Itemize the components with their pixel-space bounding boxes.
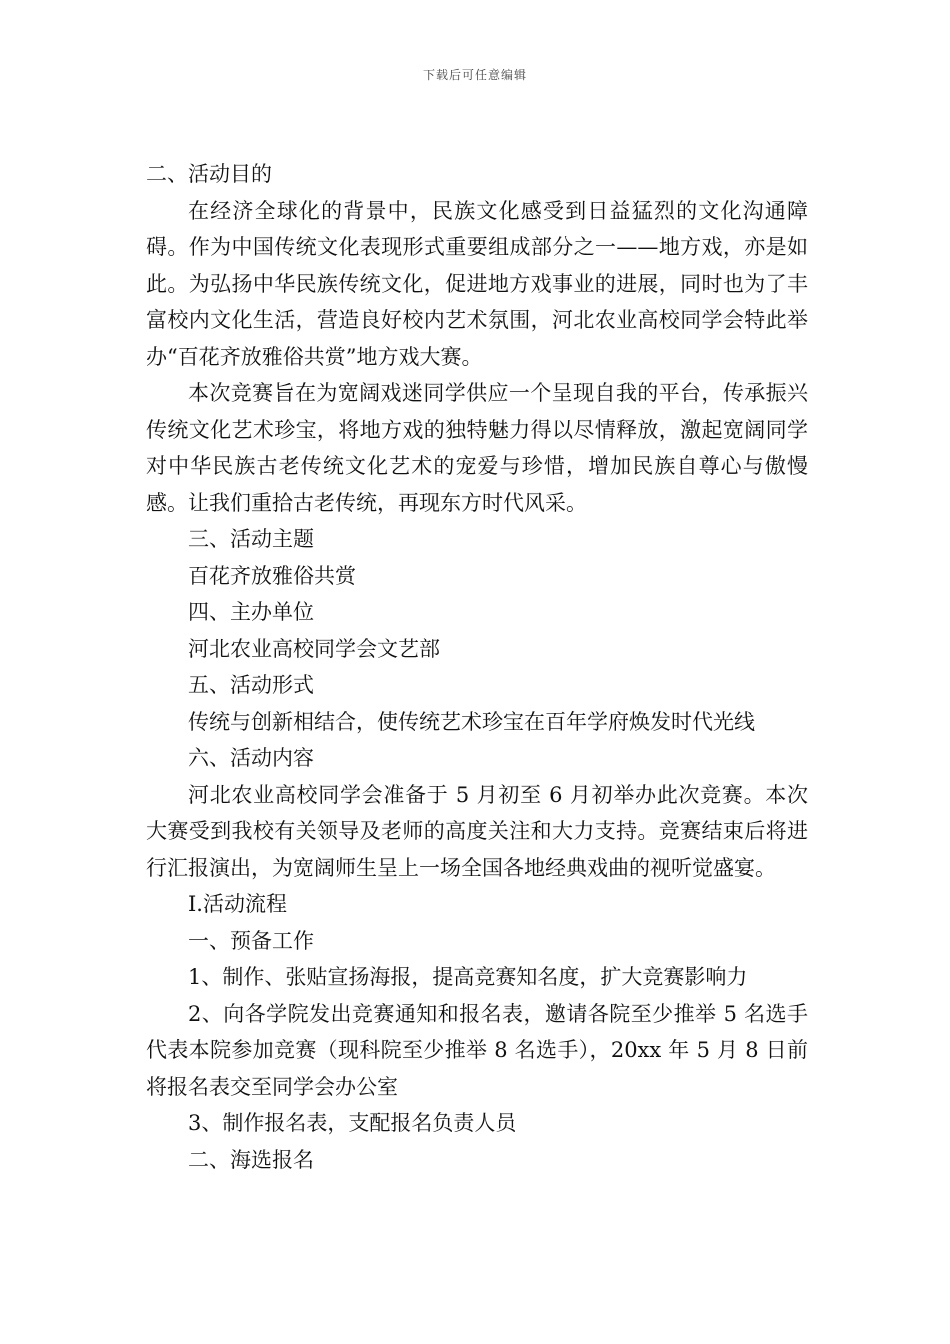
prep-item-1: 1、制作、张贴宣扬海报，提高竞赛知名度，扩大竞赛影响力	[188, 965, 748, 989]
organizer-text: 河北农业高校同学会文艺部	[188, 636, 440, 661]
header-note: 下载后可任意编辑	[422, 68, 527, 82]
audition-heading: 二、海选报名	[188, 1147, 314, 1172]
format-text: 传统与创新相结合，使传统艺术珍宝在百年学府焕发时代光线	[188, 709, 755, 734]
prep-heading: 一、预备工作	[188, 928, 314, 953]
flow-heading: Ⅰ.活动流程	[188, 892, 287, 916]
section-heading-theme: 三、活动主题	[188, 527, 314, 551]
prep-item-3: 3、制作报名表，支配报名负责人员	[188, 1111, 517, 1135]
section-heading-organizer: 四、主办单位	[188, 600, 314, 624]
section-heading-format: 五、活动形式	[188, 673, 314, 697]
section-heading-purpose: 二、活动目的	[146, 162, 272, 186]
paragraph-purpose-2: 本次竞赛旨在为宽阔戏迷同学供应一个呈现自我的平台，传承振兴传统文化艺术珍宝，将地方戏的独特魅力得以尽情释放，激起宽阔同学对中华民族古老传统文化艺术的宠爱与珍惜，增加民族自尊心与傲慢感。让我们重拾古老传统，再现东方时代风采。	[146, 381, 808, 515]
document-body	[146, 156, 808, 1178]
theme-text: 百花齐放雅俗共赏	[188, 563, 356, 588]
prep-item-2: 2、向各学院发出竞赛通知和报名表，邀请各院至少推举 5 名选手代表本院参加竞赛（现科院至少推举 8 名选手），20xx 年 5 月 8 日前将报名表交至同学会办公室	[146, 1001, 808, 1099]
section-heading-content: 六、活动内容	[188, 746, 314, 770]
paragraph-purpose-1: 在经济全球化的背景中，民族文化感受到日益猛烈的文化沟通障碍。作为中国传统文化表现形式重要组成部分之一——地方戏，亦是如此。为弘扬中华民族传统文化，促进地方戏事业的进展，同时也为了丰富校内文化生活，营造良好校内艺术氛围，河北农业高校同学会特此举办“百花齐放雅俗共赏”地方戏大赛。	[146, 198, 808, 369]
content-text: 河北农业高校同学会准备于 5 月初至 6 月初举办此次竞赛。本次大赛受到我校有关领导及老师的高度关注和大力支持。竞赛结束后将进行汇报演出，为宽阔师生呈上一场全国各地经典戏曲的视听觉盛宴。	[146, 782, 808, 880]
